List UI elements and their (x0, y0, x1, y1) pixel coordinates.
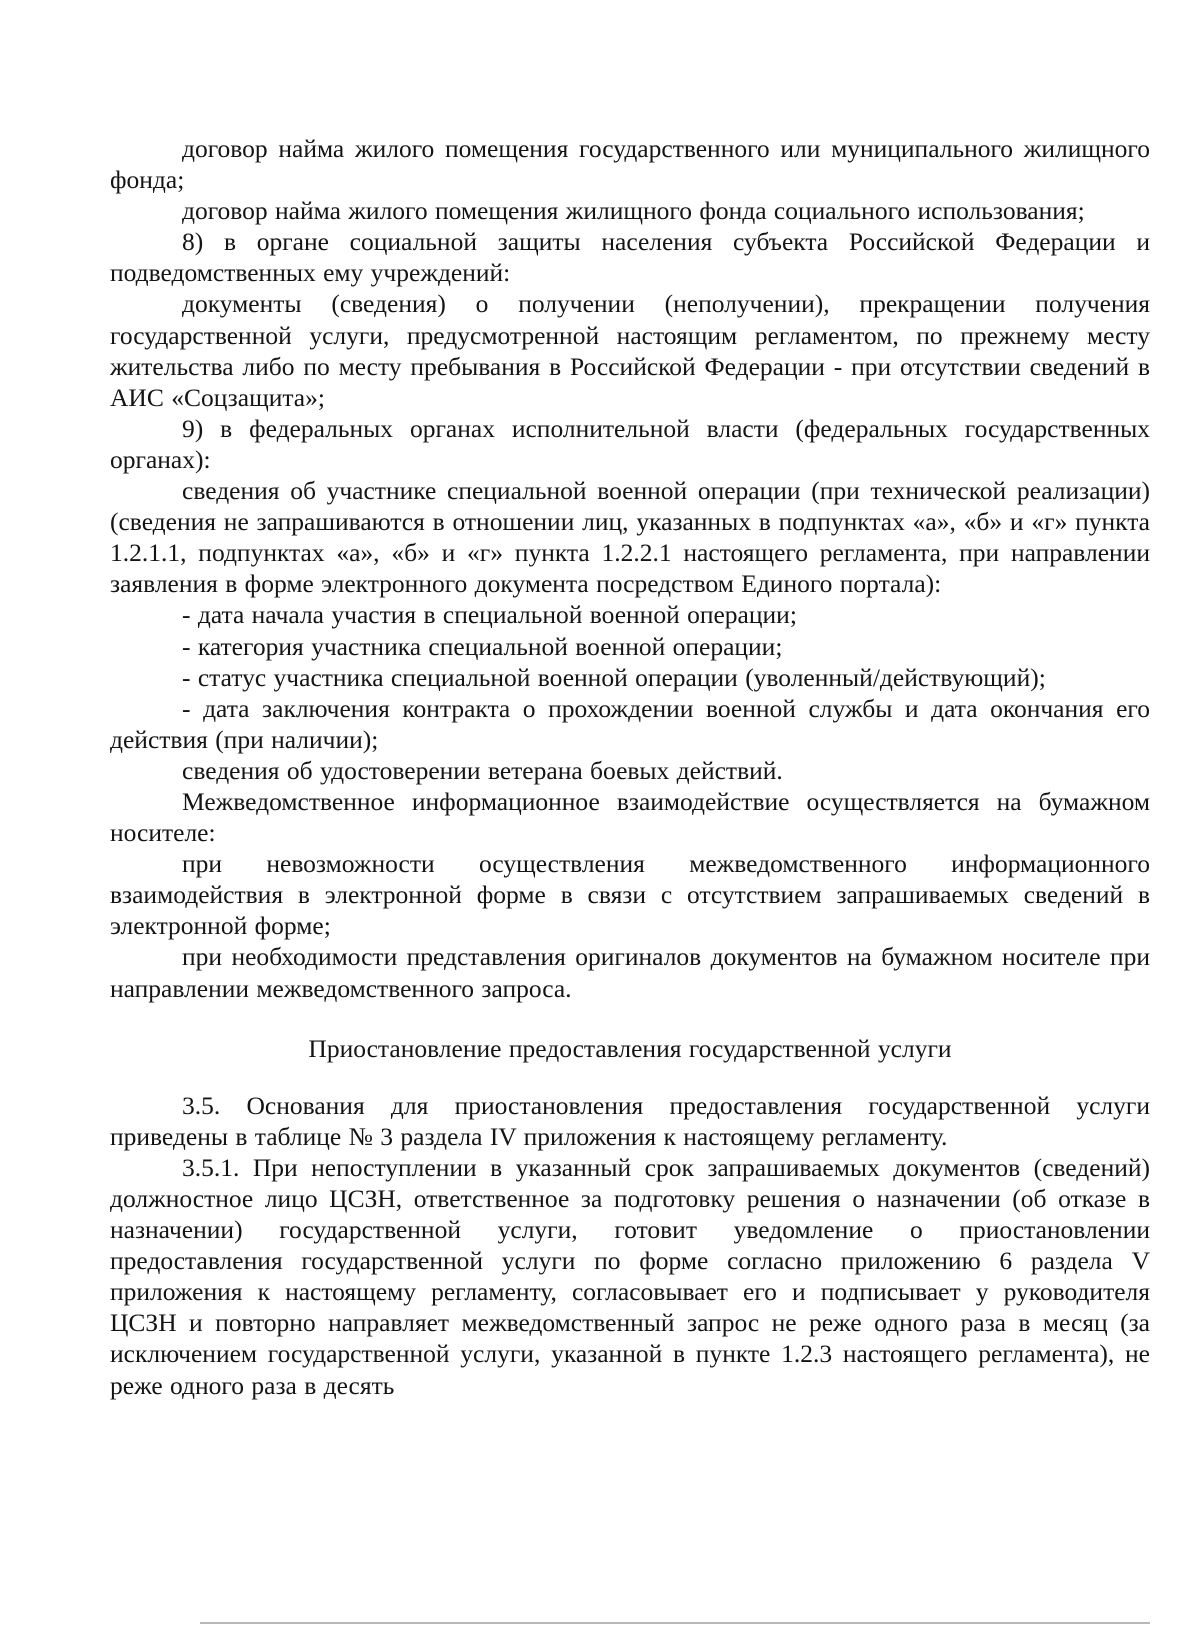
paragraph-veteran-certificate: сведения об удостоверении ветерана боевых действий. (182, 755, 783, 785)
paragraph-housing-contract-state: договор найма жилого помещения государственного или муниципального жилищного фонда; (110, 134, 1150, 195)
scan-bottom-edge (200, 1622, 1150, 1624)
paragraph-paper-interaction: Межведомственное информационное взаимодействие осуществляется на бумажном носителе: (110, 786, 1150, 848)
section-heading: Приостановление предоставления государственной услуги (308, 1033, 952, 1063)
paragraph-originals-case: при необходимости представления оригиналов документов на бумажном носителе при направлении межведомственного запроса. (110, 942, 1150, 1003)
paragraph-3-5-1: 3.5.1. При непоступлении в указанный срок запрашиваемых документов (сведений) должностное лицо ЦСЗН, ответственное за подготовку решения о назначении (об отказе в назначении) государственной услуги, готовит уведомление о приостановлении предоставления государственной услуги по форме согласно приложению 6 раздела V приложения к настоящему регламенту, согласовывает его и подписывает у руководителя ЦСЗН и повторно направляет межведомственный запрос не реже одного раза в месяц (за исключением государственной услуги, указанной в пункте 1.2.3 настоящего регламента), не реже одного раза в десять (110, 1152, 1150, 1400)
paragraph-svo-participant-info: сведения об участнике специальной военной операции (при технической реализации) (сведения не запрашиваются в отношении лиц, указанных в подпунктах «а», «б» и «г» пункта 1.2.1.1, подпунктах «а», «б» и «г» пункта 1.2.2.1 настоящего регламента, при направлении заявления в форме электронного документа посредством Единого портала): (110, 476, 1150, 599)
list-item-start-date: - дата начала участия в специальной военной операции; (182, 600, 797, 630)
list-item-contract-date: - дата заключения контракта о прохождении военной службы и дата окончания его действия (при наличии); (110, 693, 1150, 754)
paragraph-housing-contract-social: договор найма жилого помещения жилищного фонда социального использования; (182, 196, 1085, 226)
paragraph-item-9: 9) в федеральных органах исполнительной власти (федеральных государственных органах): (110, 413, 1150, 474)
list-item-status: - статус участника специальной военной операции (уволенный/действующий); (182, 662, 1046, 692)
paragraph-3-5: 3.5. Основания для приостановления предоставления государственной услуги приведены в таблице № 3 раздела IV приложения к настоящему регламенту. (110, 1090, 1150, 1151)
document-body (110, 133, 1150, 1401)
list-item-category: - категория участника специальной военной операции; (182, 631, 783, 661)
paragraph-documents-info: документы (сведения) о получении (неполучении), прекращении получения государственной услуги, предусмотренной настоящим регламентом, по прежнему месту жительства либо по месту пребывания в Российской Федерации - при отсутствии сведений в АИС «Соцзащита»; (110, 289, 1150, 412)
paragraph-item-8: 8) в органе социальной защиты населения субъекта Российской Федерации и подведомственных ему учреждений: (110, 227, 1150, 288)
paragraph-impossibility-case: при невозможности осуществления межведомственного информационного взаимодействия в электронной форме в связи с отсутствием запрашиваемых сведений в электронной форме; (110, 849, 1150, 941)
